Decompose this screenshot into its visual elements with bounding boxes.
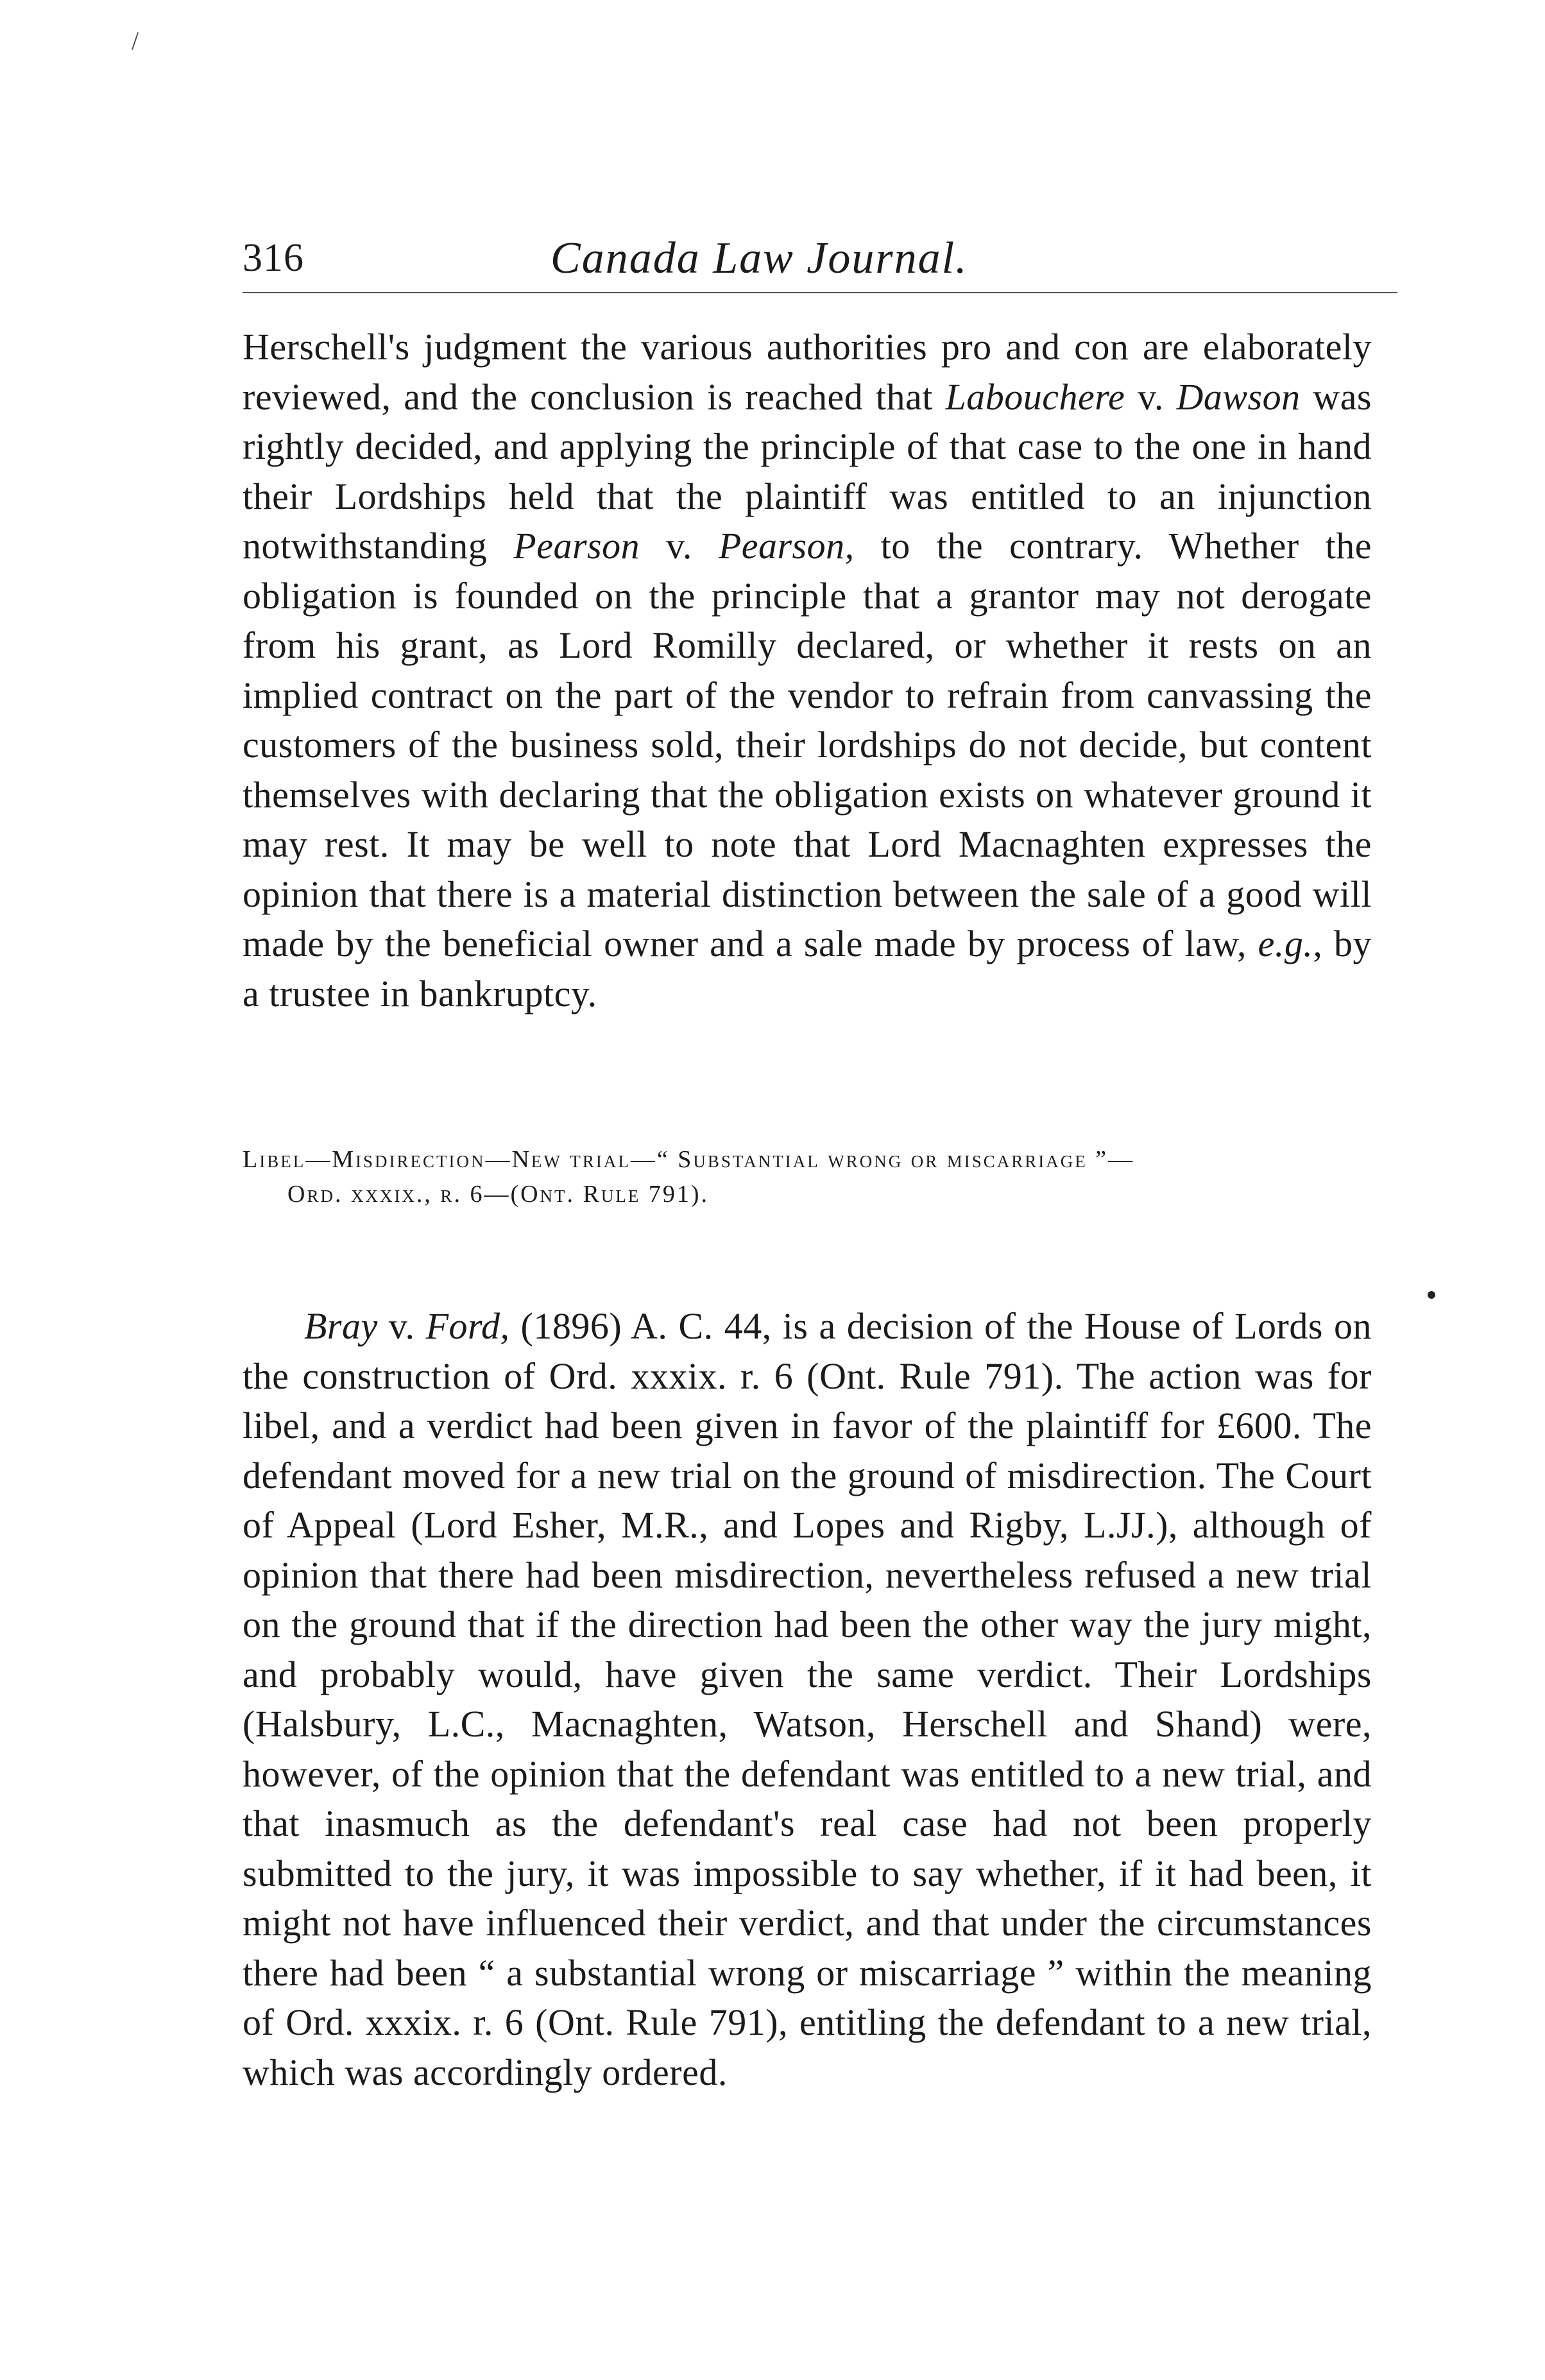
page-number: 316 [243,236,304,280]
text-run: to the contrary. Whether the obligation is founded on the principle that a grantor may not derogate from his grant, as Lord Romilly declared, or whether it rests on an implied contract on the part of the vendor to refrain from canvassing the customers of the business sold, their lordships do not decide, but content themselves with declaring that the obligation exists on whatever ground it may rest. It may be well to note that Lord Macnaghten expresses the opinion that there is a material distinction between the sale of a good will made by the beneficial owner and a sale made by process of law, [243,525,1372,964]
page-header [243,228,1410,305]
header-rule [243,292,1397,293]
case-name: Bray [304,1305,378,1347]
case-name: Ford, [425,1305,510,1347]
section-heading-line-1: Libel—Misdirection—New trial—“ Substantial wrong or miscarriage ”— [243,1146,1135,1173]
paragraph-2 [243,1301,1372,2097]
abbreviation: e.g. [1258,923,1313,964]
text-run: , by a trustee in bankruptcy. [243,923,1372,1014]
section-heading [243,1142,1372,1211]
text-run: was rightly decided, and applying the principle of that case to the one in hand their Lordships held that the plaintiff was entitled to an injunction notwithstanding [243,375,1372,567]
paragraph-1-text [243,322,1372,1018]
versus: v. [377,1305,426,1347]
case-name: Labouchere [945,375,1125,418]
paragraph-2-text [243,1301,1372,2097]
stray-mark: / [132,26,139,55]
case-name: Pearson [513,525,640,567]
case-name: Dawson [1176,375,1301,418]
versus: v. [1125,375,1177,418]
margin-dot [1428,1291,1435,1299]
running-title: Canada Law Journal. [551,234,968,283]
case-name: Pearson, [718,525,855,567]
text-run: (1896) A. C. 44, is a decision of the House of Lords on the construction of Ord. xxxix. r. 6 (Ont. Rule 791). The action was for libel, and a verdict had been given in favor of the plaintiff for £600. The defendant moved for a new trial on the ground of misdirection. The Court of Appeal (Lord Esher, M.R., and Lopes and Rigby, L.JJ.), although of opinion that there had been misdirection, nevertheless refused a new trial on the ground that if the direction had been the other way the jury might, and probably would, have given the same verdict. Their Lordships (Halsbury, L.C., Macnaghten, Watson, Herschell and Shand) were, however, of the opinion that the defendant was entitled to a new trial, and that inasmuch as the defendant's real case had not been properly submitted to the jury, it was impossible to say whether, if it had been, it might not have influenced their verdict, and that under the circumstances there had been “ a substantial wrong or miscarriage ” within the meaning of Ord. xxxix. r. 6 (Ont. Rule 791), entitling the defendant to a new trial, which was accordingly ordered. [243,1305,1372,2093]
text-run: Herschell's judgment the various authorities pro and con are elaborately reviewed, and the conclusion is reached that [243,326,1372,418]
section-heading-line-2: Ord. xxxix., r. 6—(Ont. Rule 791). [287,1181,710,1208]
versus: v. [640,525,719,567]
paragraph-1 [243,322,1372,1018]
